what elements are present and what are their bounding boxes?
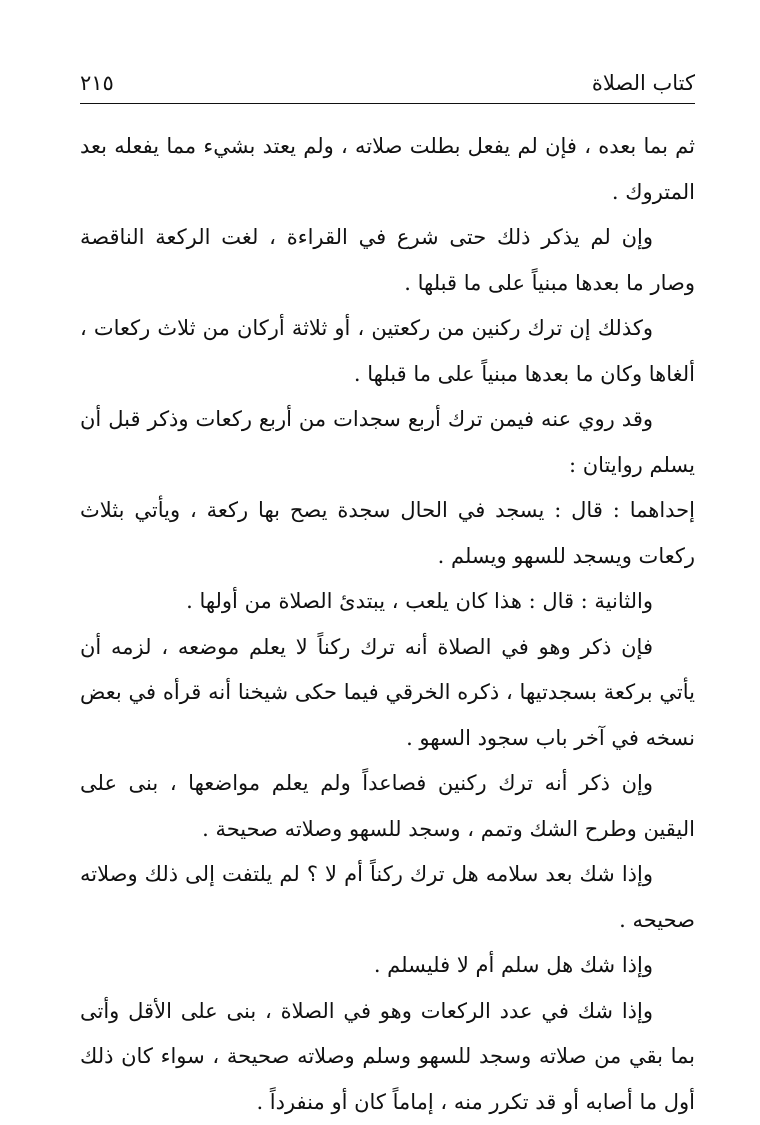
page-number: ٢١٥ bbox=[80, 68, 114, 98]
running-header bbox=[80, 68, 695, 102]
paragraph: فإن ذكر وهو في الصلاة أنه ترك ركناً لا يعلم موضعه ، لزمه أن يأتي بركعة بسجدتيها ، ذكره الخرقي فيما حكى شيخنا أنه قرأه في بعض نسخه في آخر باب سجود السهو . bbox=[80, 625, 695, 762]
paragraph: وإذا شك في عدد الركعات وهو في الصلاة ، بنى على الأقل وأتى بما بقي من صلاته وسجد للسهو وسلم وصلاته صحيحة ، سواء كان ذلك أول ما أصابه أو قد تكرر منه ، إماماً كان أو منفرداً . bbox=[80, 989, 695, 1125]
page-body bbox=[80, 124, 695, 1125]
paragraph-continuation: ثم بما بعده ، فإن لم يفعل بطلت صلاته ، ولم يعتد بشيء مما يفعله بعد المتروك . bbox=[80, 124, 695, 215]
paragraph: وكذلك إن ترك ركنين من ركعتين ، أو ثلاثة أركان من ثلاث ركعات ، ألغاها وكان ما بعدها مبنياً على ما قبلها . bbox=[80, 306, 695, 397]
header-divider bbox=[80, 103, 695, 104]
paragraph: وإذا شك هل سلم أم لا فليسلم . bbox=[80, 943, 695, 989]
paragraph: إحداهما : قال : يسجد في الحال سجدة يصح بها ركعة ، ويأتي بثلاث ركعات ويسجد للسهو ويسلم . bbox=[80, 488, 695, 579]
chapter-title: كتاب الصلاة bbox=[592, 68, 695, 98]
paragraph: وإذا شك بعد سلامه هل ترك ركناً أم لا ؟ لم يلتفت إلى ذلك وصلاته صحيحه . bbox=[80, 852, 695, 943]
paragraph: وإن لم يذكر ذلك حتى شرع في القراءة ، لغت الركعة الناقصة وصار ما بعدها مبنياً على ما قبلها . bbox=[80, 215, 695, 306]
paragraph: وإن ذكر أنه ترك ركنين فصاعداً ولم يعلم مواضعها ، بنى على اليقين وطرح الشك وتمم ، وسجد للسهو وصلاته صحيحة . bbox=[80, 761, 695, 852]
paragraph: والثانية : قال : هذا كان يلعب ، يبتدئ الصلاة من أولها . bbox=[80, 579, 695, 625]
paragraph: وقد روي عنه فيمن ترك أربع سجدات من أربع ركعات وذكر قبل أن يسلم روايتان : bbox=[80, 397, 695, 488]
